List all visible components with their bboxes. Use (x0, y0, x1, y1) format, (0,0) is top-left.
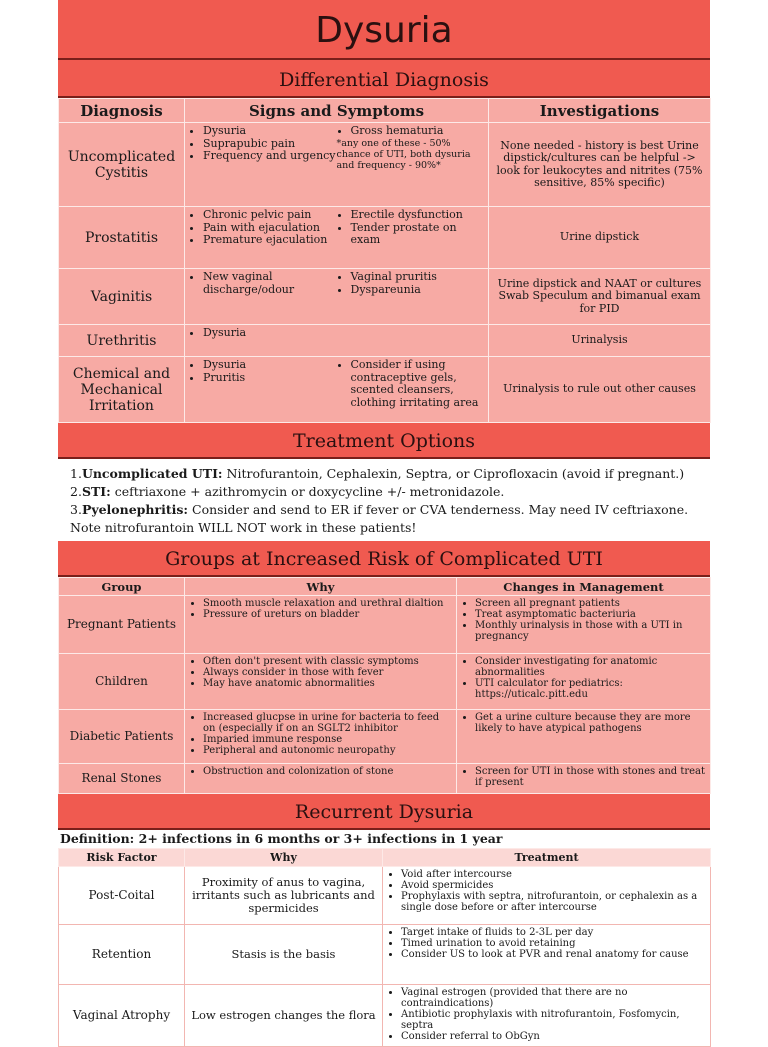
ddx-sign-list (189, 359, 337, 384)
page-title: Dysuria (58, 0, 710, 60)
recurrent-treatment-item: • Target intake of fluids to 2-3L per day (401, 927, 706, 938)
ddx-note: *any one of these - 50% chance of UTI, both dysuria and frequency - 90%* (336, 137, 471, 171)
ddx-signs-left (189, 359, 337, 409)
ddx-row (59, 269, 711, 325)
infographic-page (58, 0, 710, 1042)
ddx-signs (185, 357, 489, 423)
ddx-signs (185, 123, 489, 207)
recurrent-treatment-list (387, 987, 706, 1042)
recurrent-factor: Vaginal Atrophy (59, 985, 185, 1047)
treatment-label: STI: (81, 484, 111, 499)
treatment-number: 3. (70, 502, 82, 517)
recurrent-why: Low estrogen changes the flora (185, 985, 383, 1047)
groups-change-list (461, 766, 706, 788)
groups-why-item: • Obstruction and colonization of stone (203, 766, 452, 777)
recurrent-why: Proximity of anus to vagina, irritants such as lubricants and spermicides (185, 867, 383, 925)
recurrent-header-factor: Risk Factor (59, 849, 185, 867)
ddx-diagnosis: Prostatitis (59, 207, 185, 269)
treatment-label: Pyelonephritis: (81, 502, 189, 517)
treatment-heading: Treatment Options (58, 423, 710, 459)
groups-why-list (189, 712, 452, 756)
recurrent-header-treatment: Treatment (383, 849, 711, 867)
groups-name: Renal Stones (59, 764, 185, 794)
groups-why-item: • Often don't present with classic symptoms (203, 656, 452, 667)
recurrent-row (59, 985, 711, 1047)
ddx-sign-item: • Consider if using contraceptive gels, scented cleansers, clothing irritating area (351, 359, 485, 409)
ddx-diagnosis: Uncomplicated Cystitis (59, 123, 185, 207)
groups-row (59, 764, 711, 794)
groups-change-list (461, 712, 706, 734)
ddx-header-signs: Signs and Symptoms (185, 99, 489, 123)
groups-row (59, 654, 711, 710)
recurrent-why: Stasis is the basis (185, 925, 383, 985)
treatment-list (58, 459, 710, 541)
groups-changes (457, 710, 711, 764)
ddx-sign-item: • Premature ejaculation (203, 234, 337, 247)
groups-changes (457, 764, 711, 794)
groups-why-list (189, 766, 452, 777)
ddx-sign-list (337, 125, 485, 138)
ddx-signs-columns (189, 327, 484, 340)
groups-why-list (189, 656, 452, 689)
groups-why-item: • Smooth muscle relaxation and urethral dialtion (203, 598, 452, 609)
groups-header-group: Group (59, 578, 185, 596)
groups-change-list (461, 598, 706, 642)
ddx-sign-item: • Dysuria (203, 125, 337, 138)
recurrent-treatment-item: • Consider US to look at PVR and renal anatomy for cause (401, 949, 706, 960)
ddx-signs (185, 325, 489, 357)
recurrent-treatment-item: • Prophylaxis with septra, nitrofurantoin, or cephalexin as a single dose before or after intercourse (401, 891, 706, 913)
ddx-sign-item: • Tender prostate on exam (351, 222, 485, 247)
groups-why-item: • Increased glucpse in urine for bacteria to feed on (especially if on an SGLT2 inhibitor (203, 712, 452, 734)
treatment-label: Uncomplicated UTI: (81, 466, 223, 481)
ddx-signs-left (189, 271, 337, 296)
groups-change-item: • Screen for UTI in those with stones and treat if present (475, 766, 706, 788)
ddx-header-diagnosis: Diagnosis (59, 99, 185, 123)
ddx-signs-right (337, 125, 485, 171)
ddx-investigations: Urine dipstick (489, 207, 711, 269)
groups-change-item: • UTI calculator for pediatrics: https://uticalc.pitt.edu (475, 678, 706, 700)
groups-why-list (189, 598, 452, 620)
groups-header-why: Why (185, 578, 457, 596)
groups-why-item: • Pressure of ureturs on bladder (203, 609, 452, 620)
ddx-sign-list (189, 327, 337, 340)
ddx-table (58, 98, 711, 423)
ddx-signs-right (337, 209, 485, 247)
groups-change-item: • Screen all pregnant patients (475, 598, 706, 609)
ddx-row (59, 325, 711, 357)
ddx-signs-right (337, 327, 485, 340)
treatment-item (70, 465, 702, 483)
ddx-sign-item: • Suprapubic pain (203, 138, 337, 151)
ddx-signs-columns (189, 359, 484, 409)
ddx-sign-item: • Dyspareunia (351, 284, 485, 297)
groups-changes (457, 654, 711, 710)
groups-row (59, 710, 711, 764)
ddx-signs-right (337, 359, 485, 409)
recurrent-treatment-item: • Timed urination to avoid retaining (401, 938, 706, 949)
recurrent-definition: Definition: 2+ infections in 6 months or 3+ infections in 1 year (58, 830, 710, 848)
ddx-sign-item: • Chronic pelvic pain (203, 209, 337, 222)
groups-why-item: • Always consider in those with fever (203, 667, 452, 678)
ddx-sign-list (189, 209, 337, 247)
ddx-diagnosis: Vaginitis (59, 269, 185, 325)
groups-why (185, 764, 457, 794)
ddx-heading: Differential Diagnosis (58, 60, 710, 98)
ddx-sign-item: • Erectile dysfunction (351, 209, 485, 222)
groups-why (185, 710, 457, 764)
ddx-sign-item: • Dysuria (203, 327, 337, 340)
ddx-sign-item: • Pain with ejaculation (203, 222, 337, 235)
ddx-signs (185, 207, 489, 269)
ddx-investigations: Urine dipstick and NAAT or cultures Swab Speculum and bimanual exam for PID (489, 269, 711, 325)
recurrent-row (59, 867, 711, 925)
recurrent-header-why: Why (185, 849, 383, 867)
recurrent-treatment-item: • Vaginal estrogen (provided that there are no contraindications) (401, 987, 706, 1009)
treatment-number: 2. (70, 484, 82, 499)
ddx-header-investigations: Investigations (489, 99, 711, 123)
groups-table (58, 577, 711, 794)
ddx-sign-list (337, 209, 485, 247)
ddx-diagnosis: Chemical and Mechanical Irritation (59, 357, 185, 423)
ddx-signs (185, 269, 489, 325)
treatment-text: Consider and send to ER if fever or CVA tenderness. May need IV ceftriaxone. Note nitrofurantoin WILL NOT work in these patients! (70, 502, 689, 535)
ddx-signs-right (337, 271, 485, 296)
groups-change-item: • Treat asymptomatic bacteriuria (475, 609, 706, 620)
recurrent-treatment (383, 925, 711, 985)
ddx-row (59, 123, 711, 207)
recurrent-treatment-list (387, 869, 706, 913)
treatment-text: ceftriaxone + azithromycin or doxycycline +/- metronidazole. (110, 484, 505, 499)
ddx-diagnosis: Urethritis (59, 325, 185, 357)
recurrent-treatment-item: • Void after intercourse (401, 869, 706, 880)
groups-changes (457, 596, 711, 654)
ddx-investigations: Urinalysis to rule out other causes (489, 357, 711, 423)
ddx-sign-item: • Vaginal pruritis (351, 271, 485, 284)
ddx-sign-list (337, 359, 485, 409)
ddx-sign-item: • Dysuria (203, 359, 337, 372)
recurrent-factor: Post-Coital (59, 867, 185, 925)
ddx-sign-list (189, 125, 337, 163)
groups-why (185, 654, 457, 710)
ddx-sign-item: • New vaginal discharge/odour (203, 271, 337, 296)
groups-why-item: • May have anatomic abnormalities (203, 678, 452, 689)
ddx-investigations: Urinalysis (489, 325, 711, 357)
groups-change-item: • Monthly urinalysis in those with a UTI in pregnancy (475, 620, 706, 642)
ddx-row (59, 357, 711, 423)
recurrent-factor: Retention (59, 925, 185, 985)
groups-change-item: • Get a urine culture because they are more likely to have atypical pathogens (475, 712, 706, 734)
ddx-signs-left (189, 209, 337, 247)
treatment-number: 1. (70, 466, 82, 481)
groups-change-list (461, 656, 706, 700)
treatment-item (70, 501, 702, 537)
groups-heading: Groups at Increased Risk of Complicated UTI (58, 541, 710, 577)
recurrent-treatment-list (387, 927, 706, 960)
ddx-sign-item: • Frequency and urgency (203, 150, 337, 163)
recurrent-row (59, 925, 711, 985)
recurrent-treatment (383, 985, 711, 1047)
groups-why-item: • Peripheral and autonomic neuropathy (203, 745, 452, 756)
ddx-sign-item: • Pruritis (203, 372, 337, 385)
ddx-investigations: None needed - history is best Urine dipstick/cultures can be helpful -> look for leukocytes and nitrites (75% sensitive, 85% specific) (489, 123, 711, 207)
recurrent-heading: Recurrent Dysuria (58, 794, 710, 830)
groups-name: Diabetic Patients (59, 710, 185, 764)
ddx-signs-columns (189, 125, 484, 171)
ddx-signs-left (189, 125, 337, 171)
ddx-signs-columns (189, 271, 484, 296)
recurrent-treatment-item: • Consider referral to ObGyn (401, 1031, 706, 1042)
ddx-sign-item: • Gross hematuria (351, 125, 485, 138)
treatment-item (70, 483, 702, 501)
ddx-sign-list (337, 271, 485, 296)
treatment-text: Nitrofurantoin, Cephalexin, Septra, or Ciprofloxacin (avoid if pregnant.) (222, 466, 685, 481)
recurrent-table (58, 848, 711, 1047)
groups-change-item: • Consider investigating for anatomic abnormalities (475, 656, 706, 678)
ddx-sign-list (189, 271, 337, 296)
ddx-signs-left (189, 327, 337, 340)
groups-why-item: • Imparied immune response (203, 734, 452, 745)
recurrent-treatment-item: • Avoid spermicides (401, 880, 706, 891)
ddx-signs-columns (189, 209, 484, 247)
recurrent-treatment-item: • Antibiotic prophylaxis with nitrofurantoin, Fosfomycin, septra (401, 1009, 706, 1031)
groups-why (185, 596, 457, 654)
ddx-row (59, 207, 711, 269)
groups-header-changes: Changes in Management (457, 578, 711, 596)
groups-name: Pregnant Patients (59, 596, 185, 654)
groups-row (59, 596, 711, 654)
recurrent-treatment (383, 867, 711, 925)
groups-name: Children (59, 654, 185, 710)
